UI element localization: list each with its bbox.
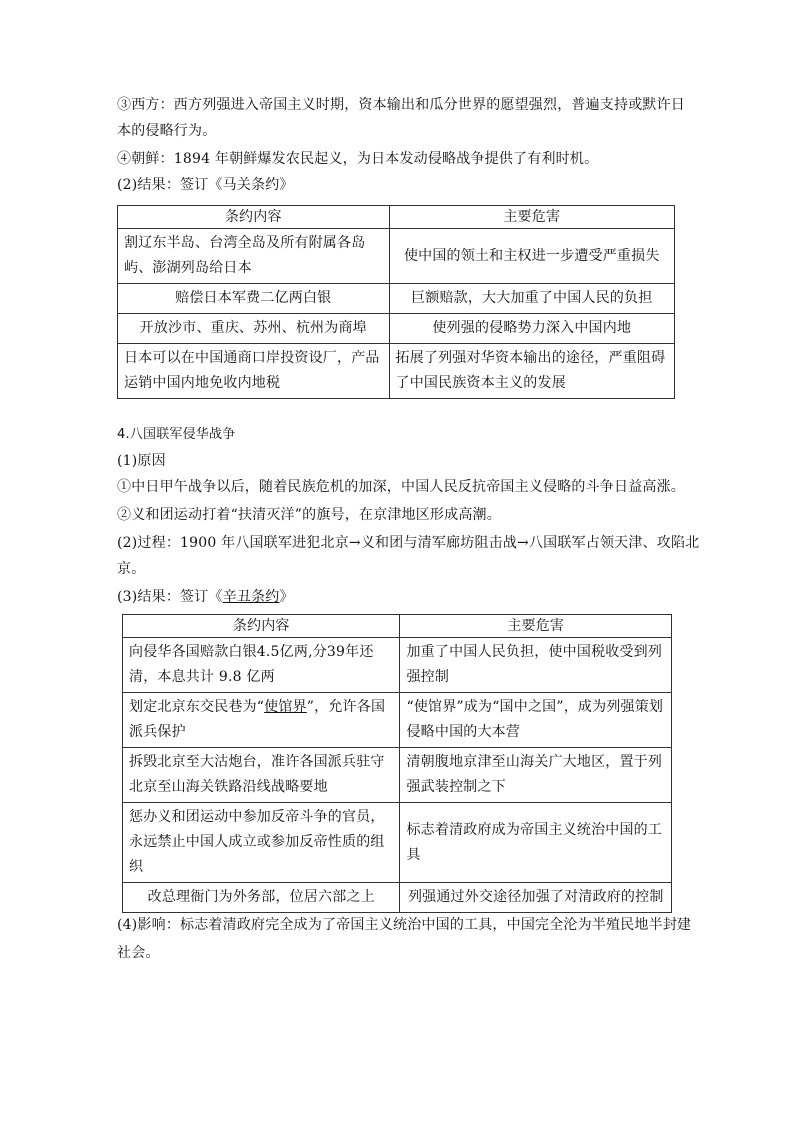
table-cell: 开放沙市、重庆、苏州、杭州为商埠 bbox=[118, 314, 390, 344]
cell-text: 划定北京东交民巷为“ bbox=[129, 699, 265, 715]
boxer-protocol-link[interactable]: 辛丑条约 bbox=[222, 589, 280, 605]
table-cell bbox=[123, 693, 400, 748]
impact-line-2: 社会。 bbox=[117, 945, 160, 961]
process-line-2: 京。 bbox=[117, 561, 146, 577]
result-3-heading bbox=[117, 584, 682, 610]
table-cell: 割辽东半岛、台湾全岛及所有附属各岛屿、澎湖列岛给日本 bbox=[118, 229, 390, 284]
legation-quarter-link[interactable]: 使馆界 bbox=[264, 699, 307, 715]
table-row bbox=[118, 314, 675, 344]
table-cell: 赔偿日本军费二亿两白银 bbox=[118, 284, 390, 314]
table-row bbox=[123, 748, 672, 803]
table-cell: 日本可以在中国通商口岸投资设厂，产品运销中国内地免收内地税 bbox=[118, 344, 390, 399]
reason-heading: (1)原因 bbox=[117, 453, 166, 469]
table-header: 条约内容 bbox=[123, 615, 400, 638]
table-cell: 惩办义和团运动中参加反帝斗争的官员，永远禁止中国人成立或参加反帝性质的组织 bbox=[123, 803, 400, 883]
table-cell: 使列强的侵略势力深入中国内地 bbox=[389, 314, 675, 344]
korea-line: ④朝鲜：1894 年朝鲜爆发农民起义，为日本发动侵略战争提供了有利时机。 bbox=[117, 151, 599, 167]
table-cell: 清朝腹地京津至山海关广大地区，置于列强武装控制之下 bbox=[400, 748, 672, 803]
section-4-heading: 4.八国联军侵华战争 bbox=[117, 427, 236, 442]
west-line-2: 本的侵略行为。 bbox=[117, 123, 217, 139]
table-cell: 列强通过外交途径加强了对清政府的控制 bbox=[400, 883, 672, 913]
table-cell: 使中国的领土和主权进一步遭受严重损失 bbox=[389, 229, 675, 284]
table-row bbox=[118, 229, 675, 284]
table-cell: 向侵华各国赔款白银4.5亿两,分39年还清，本息共计 9.8 亿两 bbox=[123, 638, 400, 693]
boxer-protocol-table bbox=[122, 614, 672, 913]
table-row bbox=[123, 693, 672, 748]
table-cell: “使馆界”成为“国中之国”，成为列强策划侵略中国的大本营 bbox=[400, 693, 672, 748]
table-cell: 拓展了列强对华资本输出的途径，严重阻碍了中国民族资本主义的发展 bbox=[389, 344, 675, 399]
table-header-row bbox=[123, 615, 672, 638]
table-header: 主要危害 bbox=[400, 615, 672, 638]
cell-text: ”，允许各国派兵保护 bbox=[129, 699, 386, 740]
table-row bbox=[123, 883, 672, 913]
table-cell: 加重了中国人民负担，使中国税收受到列强控制 bbox=[400, 638, 672, 693]
reason-line-1: ①中日甲午战争以后，随着民族危机的加深，中国人民反抗帝国主义侵略的斗争日益高涨。 bbox=[117, 479, 685, 495]
west-line-1: ③西方：西方列强进入帝国主义时期，资本输出和瓜分世界的愿望强烈，普遍支持或默许日 bbox=[117, 97, 685, 113]
reason-line-2: ②义和团运动打着“扶清灭洋”的旗号，在京津地区形成高潮。 bbox=[117, 507, 501, 523]
table-header: 主要危害 bbox=[389, 206, 675, 229]
result-3-suffix: 》 bbox=[279, 589, 294, 605]
result-3-prefix: (3)结果：签订《 bbox=[117, 589, 223, 605]
table-cell: 改总理衙门为外务部，位居六部之上 bbox=[123, 883, 400, 913]
impact-line-1: (4)影响：标志着清政府完全成为了帝国主义统治中国的工具，中国完全沦为半殖民地半封建 bbox=[117, 917, 692, 933]
table-cell: 标志着清政府成为帝国主义统治中国的工具 bbox=[400, 803, 672, 883]
table-row bbox=[123, 638, 672, 693]
table-cell: 拆毁北京至大沽炮台，准许各国派兵驻守北京至山海关铁路沿线战略要地 bbox=[123, 748, 400, 803]
process-line-1: (2)过程：1900 年八国联军进犯北京→义和团与清军廊坊阻击战→八国联军占领天津、攻陷北 bbox=[117, 535, 700, 551]
table-row bbox=[123, 803, 672, 883]
table-header: 条约内容 bbox=[118, 206, 390, 229]
result-2-heading: (2)结果：签订《马关条约》 bbox=[117, 177, 294, 193]
table-row bbox=[118, 284, 675, 314]
shimonoseki-treaty-table bbox=[117, 205, 675, 399]
table-row bbox=[118, 344, 675, 399]
table-header-row bbox=[118, 206, 675, 229]
table-cell: 巨额赔款，大大加重了中国人民的负担 bbox=[389, 284, 675, 314]
